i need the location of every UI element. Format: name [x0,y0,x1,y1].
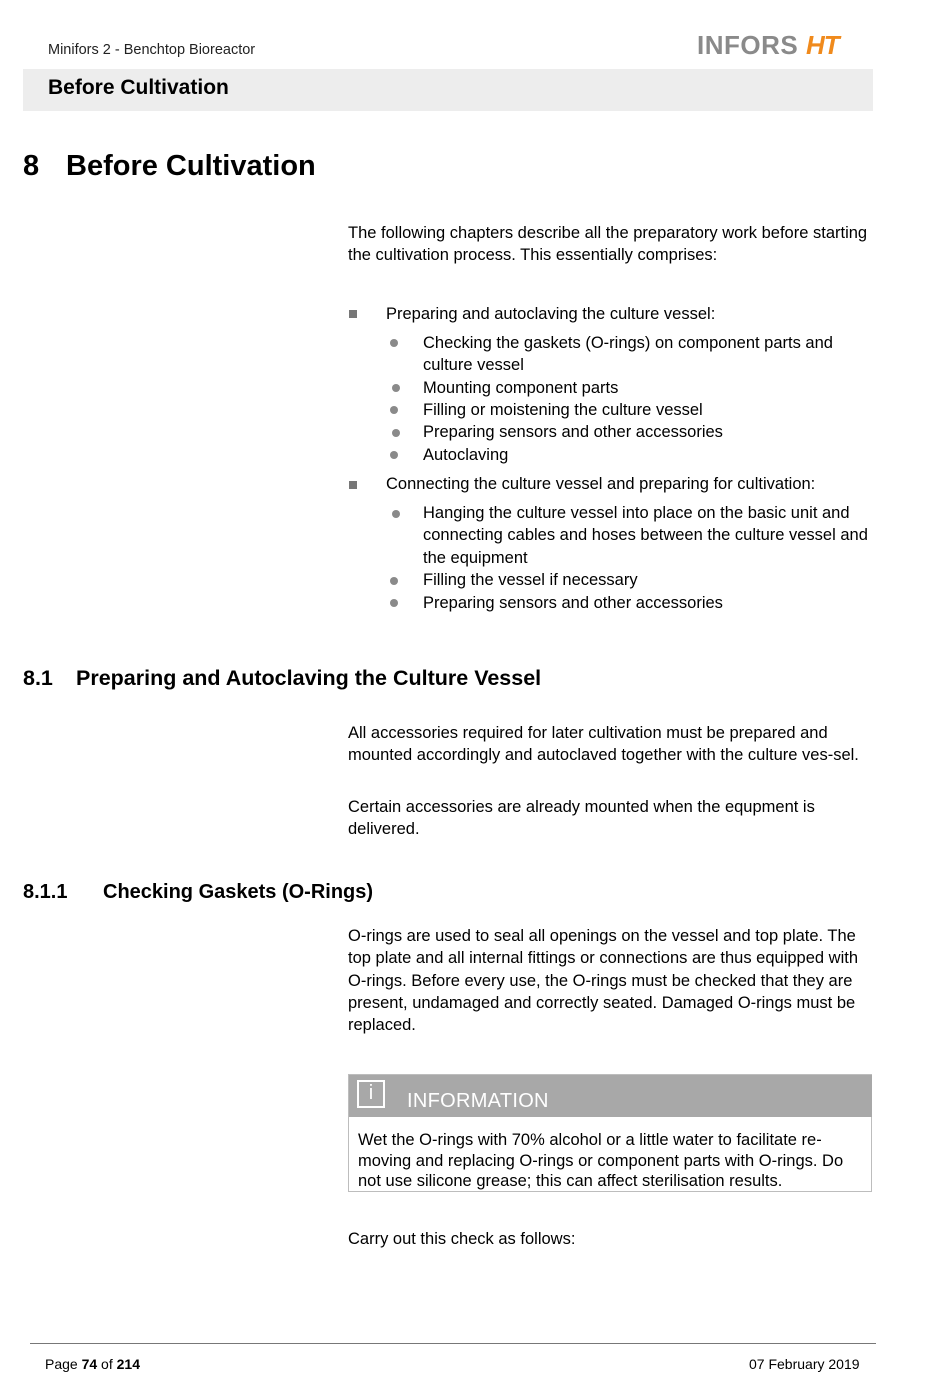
logo-text: INFORS [697,30,799,60]
square-bullet-icon [349,481,357,489]
infors-ht-logo [697,30,839,61]
list-item: Filling the vessel if necessary [423,571,638,589]
list-item: Autoclaving [423,446,509,464]
subsection-title: Checking Gaskets (O-Rings) [103,881,374,903]
chapter-number: 8 [23,150,40,182]
paragraph: O-rings are used to seal all openings on the vessel and top plate. The top plate and all internal fittings or connections are thus equipped with O-rings. Before every use, the O-rings must be checked that they are present, undamaged and correctly seated. Damaged O-rings must be replaced. [348,927,858,1035]
page-total: 214 [116,1356,140,1372]
subsection-heading [23,881,373,904]
dot-bullet-icon [390,577,398,585]
page-prefix: Page [45,1356,82,1372]
page-number [45,1356,140,1372]
information-title: INFORMATION [407,1090,549,1112]
section-title: Preparing and Autoclaving the Culture Vessel [76,666,542,690]
dot-bullet-icon [392,384,400,392]
paragraph: All accessories required for later cultivation must be prepared and mounted accordingly and autoclaved together with the culture ves-sel. [348,724,859,765]
section-heading [23,666,541,691]
page-of: of [97,1356,117,1372]
document-title: Minifors 2 - Benchtop Bioreactor [48,42,256,58]
info-icon: i [357,1080,385,1108]
dot-bullet-icon [390,339,398,347]
chapter-heading [23,150,316,183]
dot-bullet-icon [390,406,398,414]
list-item: Checking the gaskets (O-rings) on component parts and culture vessel [423,334,833,375]
list-item: Filling or moistening the culture vessel [423,401,703,419]
square-bullet-icon [349,310,357,318]
list-group-label: Preparing and autoclaving the culture vessel: [386,305,716,323]
chapter-title: Before Cultivation [66,150,316,182]
dot-bullet-icon [392,429,400,437]
logo-ht: HT [805,30,839,60]
footer-divider [30,1343,876,1344]
page-current: 74 [81,1356,98,1372]
section-number: 8.1 [23,666,53,690]
chapter-intro: The following chapters describe all the preparatory work before starting the cultivation process. This essentially comprises: [348,224,868,265]
information-text: Wet the O-rings with 70% alcohol or a little water to facilitate re-moving and replacing O-rings or component parts with O-rings. Do not use silicone grease; this can affect sterilisation results. [358,1131,844,1190]
dot-bullet-icon [390,451,398,459]
list-item: Mounting component parts [423,379,619,397]
list-item: Hanging the culture vessel into place on the basic unit and connecting cables and hoses between the culture vessel and the equipment [423,504,868,567]
list-item: Preparing sensors and other accessories [423,594,723,612]
footer-date: 07 February 2019 [749,1356,860,1372]
paragraph: Carry out this check as follows: [348,1230,576,1248]
dot-bullet-icon [392,510,400,518]
list-item: Preparing sensors and other accessories [423,423,723,441]
list-group-label: Connecting the culture vessel and preparing for cultivation: [386,475,816,493]
section-header-title: Before Cultivation [48,76,229,99]
dot-bullet-icon [390,599,398,607]
subsection-number: 8.1.1 [23,881,68,903]
paragraph: Certain accessories are already mounted when the equpment is delivered. [348,798,815,839]
